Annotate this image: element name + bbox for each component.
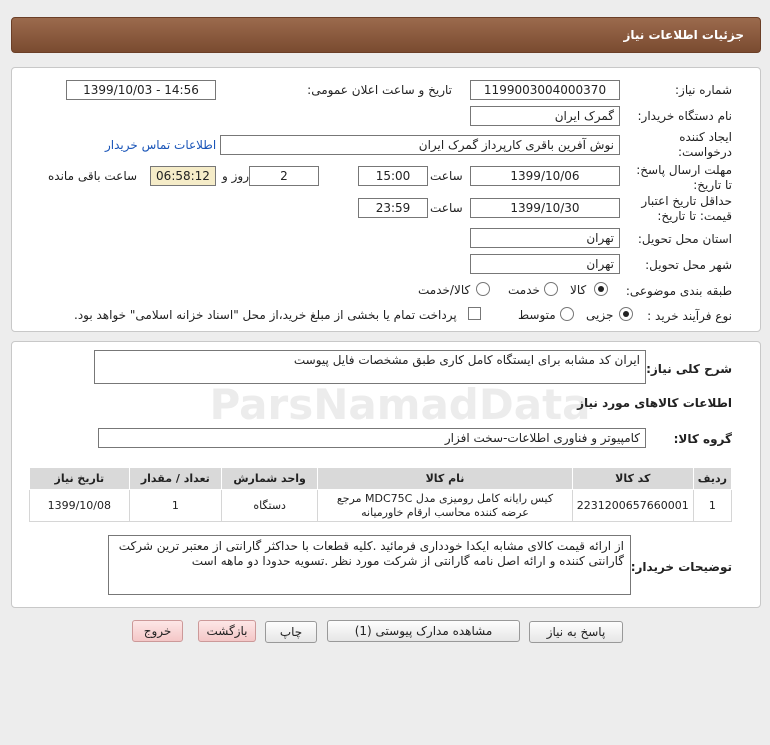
goods-table — [29, 467, 732, 522]
reply-time-label: ساعت — [430, 169, 463, 183]
buyer-org-label: نام دستگاه خریدار: — [637, 109, 732, 123]
goods-section-title: اطلاعات کالاهای مورد نیاز — [577, 396, 732, 410]
price-validity-label-line2: قیمت: تا تاریخ: — [657, 209, 732, 223]
announce-datetime-label: تاریخ و ساعت اعلان عمومی: — [307, 83, 452, 97]
category-service-label: خدمت — [508, 283, 540, 297]
process-minor-radio[interactable] — [619, 307, 633, 321]
delivery-province-label: استان محل تحویل: — [637, 232, 732, 246]
days-label: روز و — [222, 169, 249, 183]
purchase-process-label: نوع فرآیند خرید : — [647, 309, 732, 323]
cell-qty: 1 — [129, 490, 221, 522]
col-code: کد کالا — [572, 468, 693, 490]
col-qty: تعداد / مقدار — [129, 468, 221, 490]
delivery-city-label: شهر محل تحویل: — [645, 258, 732, 272]
col-date: تاریخ نیاز — [30, 468, 130, 490]
reply-deadline-label-line1: مهلت ارسال پاسخ: — [636, 163, 732, 177]
cell-row: 1 — [693, 490, 731, 522]
col-name: نام کالا — [318, 468, 573, 490]
announce-datetime-field: 1399/10/03 - 14:56 — [66, 80, 216, 100]
category-goods-radio[interactable] — [594, 282, 608, 296]
summary-label: شرح کلی نیاز: — [646, 362, 732, 376]
goods-group-label: گروه کالا: — [673, 432, 732, 446]
page-title: جزئیات اطلاعات نیاز — [623, 28, 744, 42]
cell-code: 2231200657660001 — [572, 490, 693, 522]
cell-name: کیس رایانه کامل رومیزی مدل MDC75C مرجع عرضه کننده محاسب ارقام خاورمیانه — [318, 490, 573, 522]
creator-label-line2: درخواست: — [678, 145, 732, 159]
col-unit: واحد شمارش — [222, 468, 318, 490]
price-validity-date-field: 1399/10/30 — [470, 198, 620, 218]
price-validity-time-field: 23:59 — [358, 198, 428, 218]
price-validity-time-label: ساعت — [430, 201, 463, 215]
page-header — [11, 17, 761, 53]
goods-table-header — [30, 468, 732, 490]
buyer-notes-label: توضیحات خریدار: — [630, 560, 732, 574]
cell-unit: دستگاه — [222, 490, 318, 522]
cell-date: 1399/10/08 — [30, 490, 130, 522]
need-number-field: 1199003004000370 — [470, 80, 620, 100]
need-number-label: شماره نیاز: — [675, 83, 732, 97]
reply-deadline-time-field: 15:00 — [358, 166, 428, 186]
delivery-province-field: تهران — [470, 228, 620, 248]
process-medium-label: متوسط — [518, 308, 556, 322]
exit-button[interactable]: خروج — [132, 620, 183, 642]
category-label: طبقه بندی موضوعی: — [625, 284, 732, 298]
category-goods-label: کالا — [570, 283, 587, 297]
price-validity-label-line1: حداقل تاریخ اعتبار — [641, 194, 732, 208]
remaining-time-field: 06:58:12 — [150, 166, 216, 186]
reply-button[interactable]: پاسخ به نیاز — [529, 621, 623, 643]
delivery-city-field: تهران — [470, 254, 620, 274]
category-goods-service-radio[interactable] — [476, 282, 490, 296]
goods-group-field: کامپیوتر و فناوری اطلاعات-سخت افزار — [98, 428, 646, 448]
category-goods-service-label: کالا/خدمت — [418, 283, 471, 297]
reply-deadline-date-field: 1399/10/06 — [470, 166, 620, 186]
creator-field: نوش آفرین باقری کارپرداز گمرک ایران — [220, 135, 620, 155]
category-service-radio[interactable] — [544, 282, 558, 296]
treasury-payment-label: پرداخت تمام یا بخشی از مبلغ خرید،از محل "اسناد خزانه اسلامی" خواهد بود. — [74, 308, 457, 322]
table-row — [30, 490, 732, 522]
print-button[interactable]: چاپ — [265, 621, 317, 643]
buyer-contact-link[interactable]: اطلاعات تماس خریدار — [105, 138, 217, 152]
remaining-time-label: ساعت باقی مانده — [48, 169, 138, 183]
summary-field: ایران کد مشابه برای ایستگاه کامل کاری طبق مشخصات فایل پیوست — [94, 350, 646, 384]
treasury-payment-checkbox[interactable] — [468, 307, 481, 320]
buyer-notes-field: از ارائه قیمت کالای مشابه ایکدا خودداری فرمائید .کلیه قطعات با حداکثر گارانتی از معتبر ترین شرکت گارانتی کننده و ارائه اصل نامه گارانتی از شرکت مورد نظر .تسویه حدودا دو ماهه است — [108, 535, 631, 595]
col-row: ردیف — [693, 468, 731, 490]
creator-label-line1: ایجاد کننده — [679, 130, 732, 144]
process-minor-label: جزیی — [586, 308, 614, 322]
reply-deadline-label-line2: تا تاریخ: — [693, 178, 732, 192]
buyer-org-field: گمرک ایران — [470, 106, 620, 126]
back-button[interactable]: بازگشت — [198, 620, 256, 642]
attachments-button[interactable]: مشاهده مدارک پیوستی (1) — [327, 620, 520, 642]
process-medium-radio[interactable] — [560, 307, 574, 321]
remaining-days-field: 2 — [249, 166, 319, 186]
